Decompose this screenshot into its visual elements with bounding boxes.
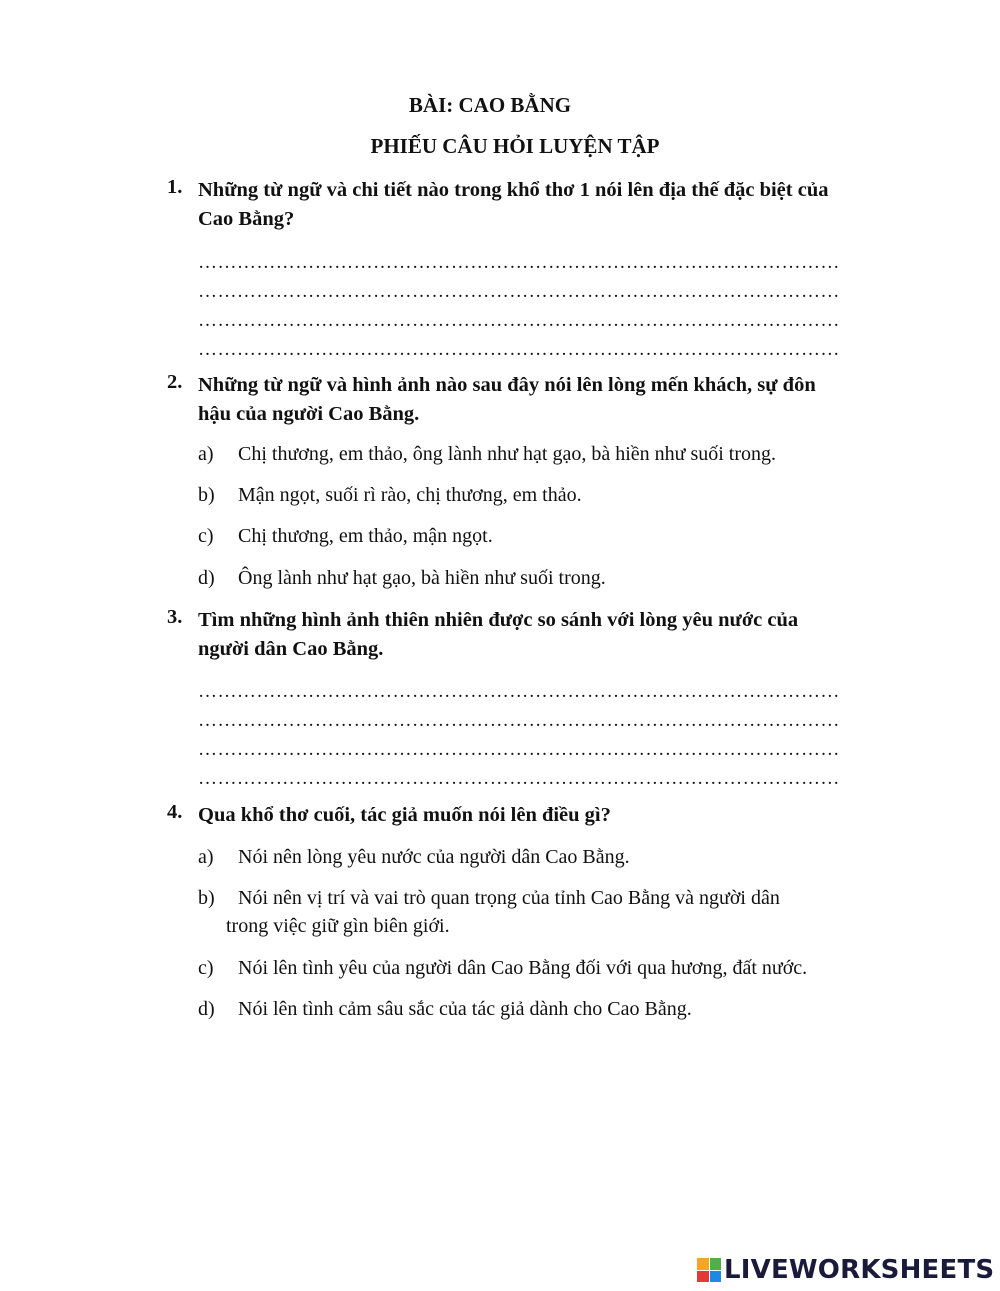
question-4-option-c[interactable] [198, 954, 898, 983]
liveworksheets-logo-icon [697, 1258, 721, 1282]
question-3-text [198, 606, 918, 664]
question-1-line-1: Những từ ngữ và chi tiết nào trong khổ thơ 1 nói lên địa thế đặc biệt của [198, 179, 829, 201]
question-3-line-2: người dân Cao Bằng. [198, 638, 384, 660]
answer-line[interactable]: ……………………………………………………………………………………… [198, 252, 840, 273]
question-4-option-b[interactable] [198, 884, 898, 913]
option-text: Nói nên lòng yêu nước của người dân Cao Bằng. [238, 846, 630, 868]
question-2-number: 2. [167, 371, 183, 393]
page-title: BÀI: CAO BẰNG [408, 93, 572, 117]
logo-square-icon [697, 1271, 709, 1283]
answer-line[interactable]: ……………………………………………………………………………………… [198, 768, 840, 789]
question-3-line-1: Tìm những hình ảnh thiên nhiên được so sánh với lòng yêu nước của [198, 609, 799, 631]
option-text: Chị thương, em thảo, mận ngọt. [238, 525, 493, 547]
option-text: Ông lành như hạt gạo, bà hiền như suối trong. [238, 567, 606, 589]
question-4-text [198, 801, 918, 830]
question-2-option-d[interactable] [198, 564, 898, 593]
logo-square-icon [697, 1258, 709, 1270]
answer-line[interactable]: ……………………………………………………………………………………… [198, 339, 840, 360]
question-4-number: 4. [167, 801, 183, 823]
option-text: Chị thương, em thảo, ông lành như hạt gạo, bà hiền như suối trong. [238, 443, 777, 465]
question-2-option-c[interactable] [198, 522, 898, 551]
question-2-line-2: hậu của người Cao Bằng. [198, 403, 420, 425]
option-text: Mận ngọt, suối rì rào, chị thương, em thảo. [238, 484, 582, 506]
question-4-option-b-continuation: trong việc giữ gìn biên giới. [226, 915, 450, 937]
question-3-number: 3. [167, 606, 183, 628]
question-2-line-1: Những từ ngữ và hình ảnh nào sau đây nói lên lòng mến khách, sự đôn [198, 374, 816, 396]
answer-line[interactable]: ……………………………………………………………………………………… [198, 681, 840, 702]
option-letter: b) [198, 484, 215, 506]
question-1-line-2: Cao Bằng? [198, 208, 295, 230]
answer-line[interactable]: ……………………………………………………………………………………… [198, 310, 840, 331]
option-letter: c) [198, 957, 214, 979]
answer-line[interactable]: ……………………………………………………………………………………… [198, 710, 840, 731]
option-letter: d) [198, 567, 215, 589]
answer-line[interactable]: ……………………………………………………………………………………… [198, 281, 840, 302]
question-2-text [198, 371, 918, 429]
question-4-option-d[interactable] [198, 995, 898, 1024]
option-letter: c) [198, 525, 214, 547]
option-text: Nói lên tình yêu của người dân Cao Bằng đối với qua hương, đất nước. [238, 957, 808, 979]
option-letter: b) [198, 887, 215, 909]
logo-square-icon [710, 1271, 722, 1283]
question-1-number: 1. [167, 176, 183, 198]
option-text: Nói lên tình cảm sâu sắc của tác giả dành cho Cao Bằng. [238, 998, 692, 1020]
question-4-option-a[interactable] [198, 843, 898, 872]
question-2-option-a[interactable] [198, 440, 898, 469]
question-1-text [198, 176, 918, 234]
liveworksheets-brand [697, 1255, 994, 1285]
question-4-line-1: Qua khổ thơ cuối, tác giả muốn nói lên điều gì? [198, 804, 611, 826]
page-subtitle: PHIẾU CÂU HỎI LUYỆN TẬP [370, 134, 660, 158]
option-letter: a) [198, 443, 214, 465]
option-letter: d) [198, 998, 215, 1020]
liveworksheets-wordmark: LIVEWORKSHEETS [724, 1255, 995, 1285]
logo-square-icon [710, 1258, 722, 1270]
option-letter: a) [198, 846, 214, 868]
question-2-option-b[interactable] [198, 481, 898, 510]
option-text: Nói nên vị trí và vai trò quan trọng của tỉnh Cao Bằng và người dân [238, 887, 780, 909]
answer-line[interactable]: ……………………………………………………………………………………… [198, 739, 840, 760]
